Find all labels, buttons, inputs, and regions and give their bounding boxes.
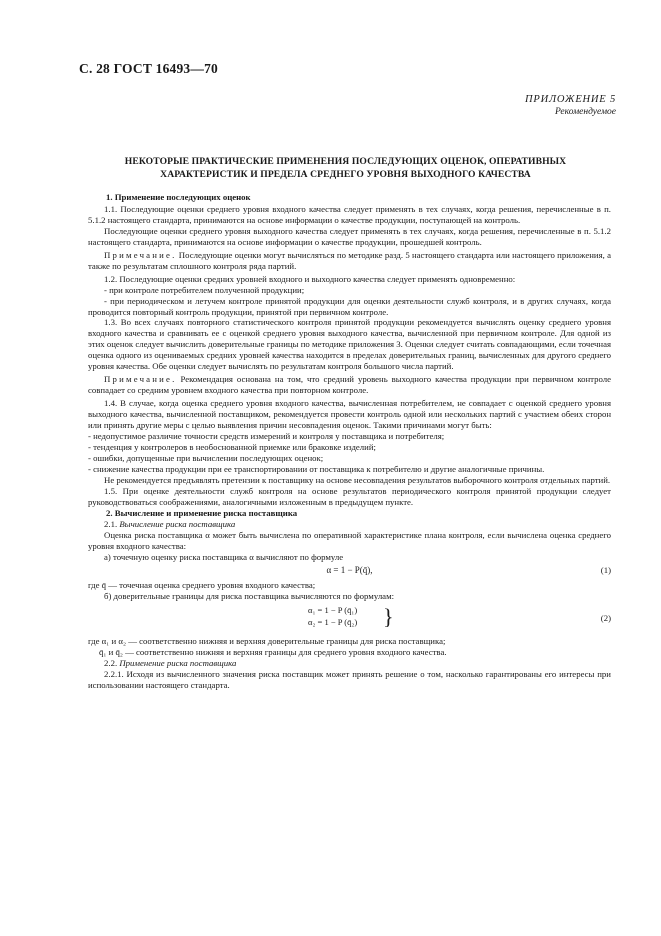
formula-1-number: (1) [600, 565, 611, 576]
formula-2-brace: } [383, 604, 394, 630]
appendix-label [525, 94, 616, 118]
formula-2-definition-a: где α₁ и α₂ — соответственно нижняя и верхняя доверительные границы для риска поставщика; [88, 636, 446, 647]
subsection-2-1-title: Вычисление риска поставщика [119, 518, 236, 529]
paragraph-1-4e: Не рекомендуется предъявлять претензии к поставщику на основе несовпадения результатов выборочного контроля отдельных партий. [104, 474, 611, 485]
note-1 [88, 250, 611, 272]
paragraph-2-1: Оценка риска поставщика α может быть вычислена по оперативной характеристике плана контроля, если вычислена оценка среднего уровня входного качества: [88, 529, 611, 551]
list-item-1-4d: - снижение качества продукции при ее транспортировании от поставщика к потребителю и другие аналогичные причины. [88, 463, 545, 474]
page-header: С. 28 ГОСТ 16493—70 [79, 61, 218, 76]
formula-1 [88, 562, 611, 580]
note-2 [88, 374, 611, 396]
formula-1-expression: α = 1 − P(q̄), [326, 565, 373, 576]
formula-2-line-2: α₂ = 1 − P (q̄₂) [308, 617, 358, 628]
formula-2-definition-b: q̄₁ и q̄₂ — соответственно нижняя и верхняя границы для среднего уровня входного качества. [99, 647, 447, 658]
note-1-text: Последующие оценки могут вычисляться по методике разд. 5 настоящего стандарта или настоящего приложения, а также по результатам сплошного контроля ряда партий. [88, 249, 611, 271]
formula-2 [88, 604, 611, 634]
note-2-label: Примечание. [104, 374, 177, 385]
list-item-1-4a: - недопустимое различие точности средств измерений и контроля у поставщика и потребителя; [88, 431, 445, 442]
subsection-2-2-heading [88, 658, 611, 669]
paragraph-2-1a: а) точечную оценку риска поставщика α вычисляют по формуле [104, 551, 344, 562]
appendix-number: ПРИЛОЖЕНИЕ 5 [525, 94, 616, 105]
paragraph-1-2a: - при контроле потребителем полученной продукции; [104, 284, 305, 295]
note-2-text: Рекомендация основана на том, что средний уровень выходного качества продукции при первичном контроле совпадает со средним уровнем входного качества при повторном контроле. [88, 374, 611, 396]
formula-2-line-1: α₁ = 1 − P (q̄₁) [308, 605, 358, 616]
section-1-heading: 1. Применение последующих оценок [106, 192, 251, 202]
subsection-2-1-number: 2.1. [104, 518, 118, 529]
paragraph-2-2-1: 2.2.1. Исходя из вычисленного значения риска поставщик может принять решение о том, насколько гарантированы его интересы при использовании настоящего стандарта. [88, 669, 611, 691]
section-2-heading: 2. Вычисление и применение риска поставщика [106, 507, 298, 518]
appendix-status: Рекомендуемое [554, 107, 616, 117]
list-item-1-4b: - тенденция у контролеров в необоснованной приемке или браковке изделий; [88, 441, 376, 452]
list-item-1-4c: - ошибки, допущенные при вычислении последующих оценок; [88, 452, 324, 463]
appendix-title: НЕКОТОРЫЕ ПРАКТИЧЕСКИЕ ПРИМЕНЕНИЯ ПОСЛЕДУЮЩИХ ОЦЕНОК, ОПЕРАТИВНЫХ ХАРАКТЕРИСТИК И ПРЕДЕЛА СРЕДНЕГО УРОВНЯ ВЫХОДНОГО КАЧЕСТВА [124, 156, 567, 180]
note-1-label: Примечание. [104, 249, 177, 260]
paragraph-1-4: 1.4. В случае, когда оценка среднего уровня входного качества, вычисленная потребителем, не совпадает с оценкой среднего уровня выходного качества, вычисленной поставщиком, рекомендуется провести контроль одной или нескольких партий с участием обеих сторон или принять другие меры с целью выявления причин несовпадения оценок. Такими причинами могут быть: [88, 398, 611, 431]
formula-2-lines [308, 604, 357, 628]
subsection-2-2-title: Применение риска поставщика [119, 658, 237, 669]
paragraph-1-2b: - при периодическом и летучем контроле принятой продукции для оценки деятельности служб контроля, и в других случаях, когда проводится повторный контроль продукции, принятой при первичном контроле. [88, 295, 611, 317]
paragraph-1-1b: Последующие оценки среднего уровня выходного качества следует применять в тех случаях, когда решения, перечисленные в п. 5.1.2 настоящего стандарта, принимаются на основе информации о качестве продукции, прошедшей контроль. [88, 225, 611, 247]
paragraph-1-2: 1.2. Последующие оценки средних уровней входного и выходного качества следует применять одновременно: [104, 273, 516, 284]
paragraph-1-5: 1.5. При оценке деятельности служб контроля на основе результатов периодического контроля принятой продукции следует руководствоваться соображениями, аналогичными изложенным в предыдущем пункте. [88, 485, 611, 507]
formula-1-definition: где q̄ — точечная оценка среднего уровня входного качества; [88, 580, 316, 591]
subsection-2-2-number: 2.2. [104, 658, 118, 669]
formula-2-number: (2) [600, 613, 611, 624]
document-body [88, 192, 611, 691]
paragraph-2-1b: б) доверительные границы для риска поставщика вычисляются по формулам: [104, 591, 395, 602]
paragraph-1-1: 1.1. Последующие оценки среднего уровня входного качества следует применять в тех случаях, когда решения, перечисленные в п. 5.1.2 настоящего стандарта, принимаются на основе информации о качестве продукции, поступающей на контроль. [88, 203, 611, 225]
subsection-2-1-heading [88, 519, 611, 530]
paragraph-1-3: 1.3. Во всех случаях повторного статистического контроля принятой продукции рекомендуется вычислять оценку среднего уровня входного качества и сравнивать ее с оценкой среднего уровня выходного качества, вычисленной при первичном контроле. Для одной из этих оценок следует вычислить доверительные границы по методике приложения 3. Оценки следует считать совпадающими, если точечная оценка одного из оцениваемых средних уровней качества находится в пределах доверительных границ, вычисленных для другого среднего уровня качества. Обе оценки следует вычислять по результатам контроля большого числа партий. [88, 317, 611, 372]
